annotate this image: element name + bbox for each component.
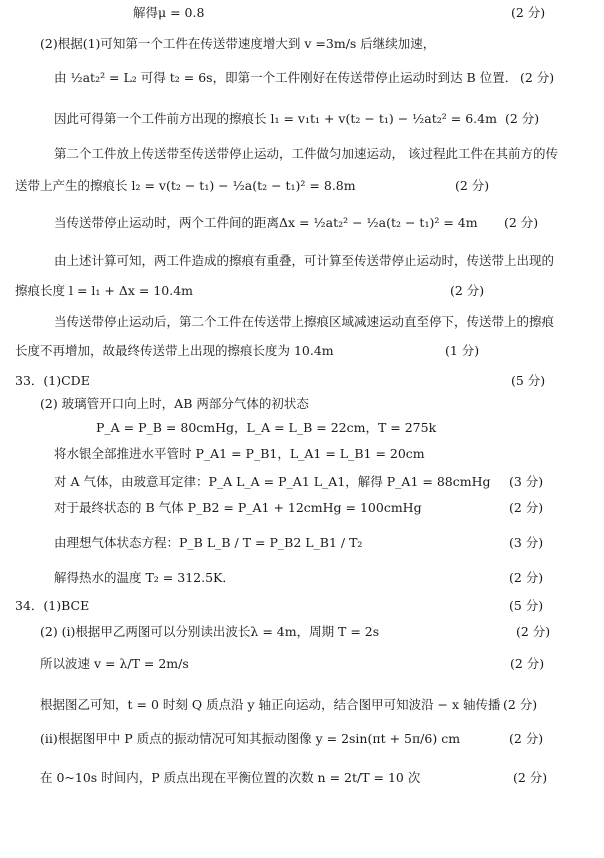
answer-line-14: P_A = P_B = 80cmHg，L_A = L_B = 22cm，T = 275k: [96, 420, 437, 435]
answer-line-1: 解得μ = 0.8: [133, 5, 205, 20]
score-line-11: (1 分): [445, 343, 480, 358]
answer-line-5: 第二个工件放上传送带至传送带停止运动，工件做匀加速运动， 该过程此工件在其前方的传: [54, 146, 558, 161]
answer-line-24: (ii)根据图甲中 P 质点的振动情况可知其振动图像 y = 2sin(πt + 5π/6) cm: [40, 731, 461, 746]
answer-line-15: 将水银全部推进水平管时 P_A1 = P_B1，L_A1 = L_B1 = 20cm: [54, 446, 425, 461]
answer-line-2: (2)根据(1)可知第一个工件在传送带速度增大到 v =3m/s 后继续加速，: [40, 36, 436, 51]
score-line-25: (2 分): [513, 770, 548, 785]
score-line-24: (2 分): [509, 731, 544, 746]
score-line-7: (2 分): [504, 215, 539, 230]
answer-line-21: (2) (i)根据甲乙两图可以分别读出波长λ = 4m，周期 T = 2s: [40, 624, 380, 639]
score-line-9: (2 分): [450, 283, 485, 298]
answer-line-22: 所以波速 v = λ/T = 2m/s: [40, 656, 189, 671]
answer-line-9: 擦痕长度 l = l₁ + Δx = 10.4m: [15, 283, 194, 298]
score-line-19: (2 分): [509, 570, 544, 585]
answer-line-18: 由理想气体状态方程：P_B L_B / T = P_B2 L_B1 / T₂: [54, 535, 363, 550]
answer-line-12: 33．(1)CDE: [15, 373, 90, 388]
answer-line-20: 34．(1)BCE: [15, 598, 90, 613]
score-line-3: (2 分): [520, 70, 555, 85]
answer-line-6: 送带上产生的擦痕长 l₂ = v(t₂ − t₁) − ½a(t₂ − t₁)² = 8.8m: [15, 178, 356, 193]
answer-line-25: 在 0~10s 时间内，P 质点出现在平衡位置的次数 n = 2t/T = 10 次: [40, 770, 421, 785]
answer-line-3: 由 ½at₂² = L₂ 可得 t₂ = 6s，即第一个工件刚好在传送带停止运动时到达 B 位置．: [54, 70, 518, 85]
answer-line-11: 长度不再增加，故最终传送带上出现的擦痕长度为 10.4m: [15, 343, 334, 358]
score-line-1: (2 分): [511, 5, 546, 20]
answer-line-7: 当传送带停止运动时，两个工件间的距离Δx = ½at₂² − ½a(t₂ − t₁)² = 4m: [54, 215, 478, 230]
score-line-4: (2 分): [505, 111, 540, 126]
answer-line-19: 解得热水的温度 T₂ = 312.5K．: [54, 570, 235, 585]
score-line-6: (2 分): [455, 178, 490, 193]
answer-line-17: 对于最终状态的 B 气体 P_B2 = P_A1 + 12cmHg = 100cmHg: [54, 500, 422, 515]
score-line-20: (5 分): [509, 598, 544, 613]
score-line-23: (2 分): [503, 697, 538, 712]
answer-line-10: 当传送带停止运动后，第二个工件在传送带上擦痕区域减速运动直至停下，传送带上的擦痕: [54, 314, 555, 329]
score-line-18: (3 分): [509, 535, 544, 550]
answer-line-13: (2) 玻璃管开口向上时，AB 两部分气体的初状态: [40, 396, 309, 411]
answer-line-23: 根据图乙可知，t = 0 时刻 Q 质点沿 y 轴正向运动，结合图甲可知波沿 − x 轴传播: [40, 697, 501, 712]
answer-line-4: 因此可得第一个工件前方出现的擦痕长 l₁ = v₁t₁ + v(t₂ − t₁) − ½at₂² = 6.4m: [54, 111, 497, 126]
score-line-17: (2 分): [509, 500, 544, 515]
answer-line-8: 由上述计算可知，两工件造成的擦痕有重叠，可计算至传送带停止运动时，传送带上出现的: [54, 253, 555, 268]
answer-line-16: 对 A 气体，由玻意耳定律：P_A L_A = P_A1 L_A1，解得 P_A1 = 88cmHg: [54, 474, 491, 489]
score-line-21: (2 分): [516, 624, 551, 639]
score-line-16: (3 分): [509, 474, 544, 489]
score-line-12: (5 分): [511, 373, 546, 388]
score-line-22: (2 分): [510, 656, 545, 671]
